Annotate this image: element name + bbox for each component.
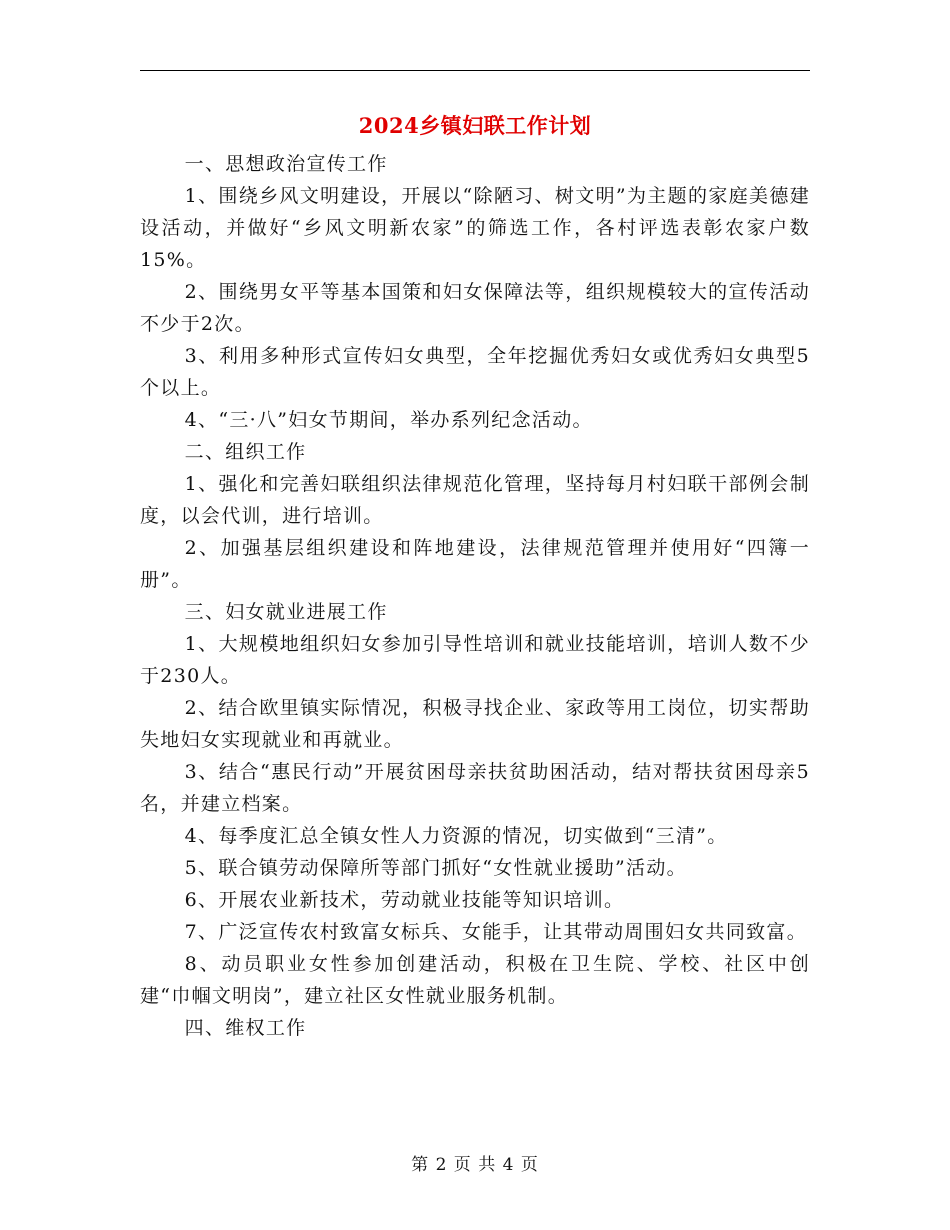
body-paragraph: 8、动员职业女性参加创建活动，积极在卫生院、学校、社区中创建“巾帼文明岗”，建立社区女性就业服务机制。 xyxy=(140,953,810,1007)
section-heading: 二、组织工作 xyxy=(184,441,307,463)
body-paragraph: 3、利用多种形式宣传妇女典型，全年挖掘优秀妇女或优秀妇女典型5个以上。 xyxy=(140,345,810,399)
body-paragraph: 2、围绕男女平等基本国策和妇女保障法等，组织规模较大的宣传活动不少于2次。 xyxy=(140,281,810,335)
header-rule xyxy=(140,70,810,71)
body-paragraph: 1、大规模地组织妇女参加引导性培训和就业技能培训，培训人数不少于230人。 xyxy=(140,633,810,687)
page-number: 第 2 页 共 4 页 xyxy=(411,1155,539,1175)
body-paragraph: 3、结合“惠民行动”开展贫困母亲扶贫助困活动，结对帮扶贫困母亲5名，并建立档案。 xyxy=(140,761,810,815)
document-title: 2024乡镇妇联工作计划 xyxy=(358,113,592,138)
body-paragraph: 1、围绕乡风文明建设，开展以“除陋习、树文明”为主题的家庭美德建设活动，并做好“乡风文明新农家”的筛选工作，各村评选表彰农家户数15%。 xyxy=(140,185,810,271)
section-heading: 一、思想政治宣传工作 xyxy=(184,153,388,175)
body-paragraph: 2、结合欧里镇实际情况，积极寻找企业、家政等用工岗位，切实帮助失地妇女实现就业和再就业。 xyxy=(140,697,810,751)
body-paragraph: 6、开展农业新技术，劳动就业技能等知识培训。 xyxy=(184,889,625,911)
body-paragraph: 4、“三·八”妇女节期间，举办系列纪念活动。 xyxy=(184,409,593,431)
section-heading: 三、妇女就业进展工作 xyxy=(184,601,388,623)
body-paragraph: 1、强化和完善妇联组织法律规范化管理，坚持每月村妇联干部例会制度，以会代训，进行培训。 xyxy=(140,473,810,527)
document-body xyxy=(140,148,810,1044)
section-heading: 四、维权工作 xyxy=(184,1017,307,1039)
body-paragraph: 4、每季度汇总全镇女性人力资源的情况，切实做到“三清”。 xyxy=(184,825,728,847)
body-paragraph: 2、加强基层组织建设和阵地建设，法律规范管理并使用好“四簿一册”。 xyxy=(140,537,810,591)
body-paragraph: 5、联合镇劳动保障所等部门抓好“女性就业援助”活动。 xyxy=(184,857,687,879)
body-paragraph: 7、广泛宣传农村致富女标兵、女能手，让其带动周围妇女共同致富。 xyxy=(184,921,808,943)
